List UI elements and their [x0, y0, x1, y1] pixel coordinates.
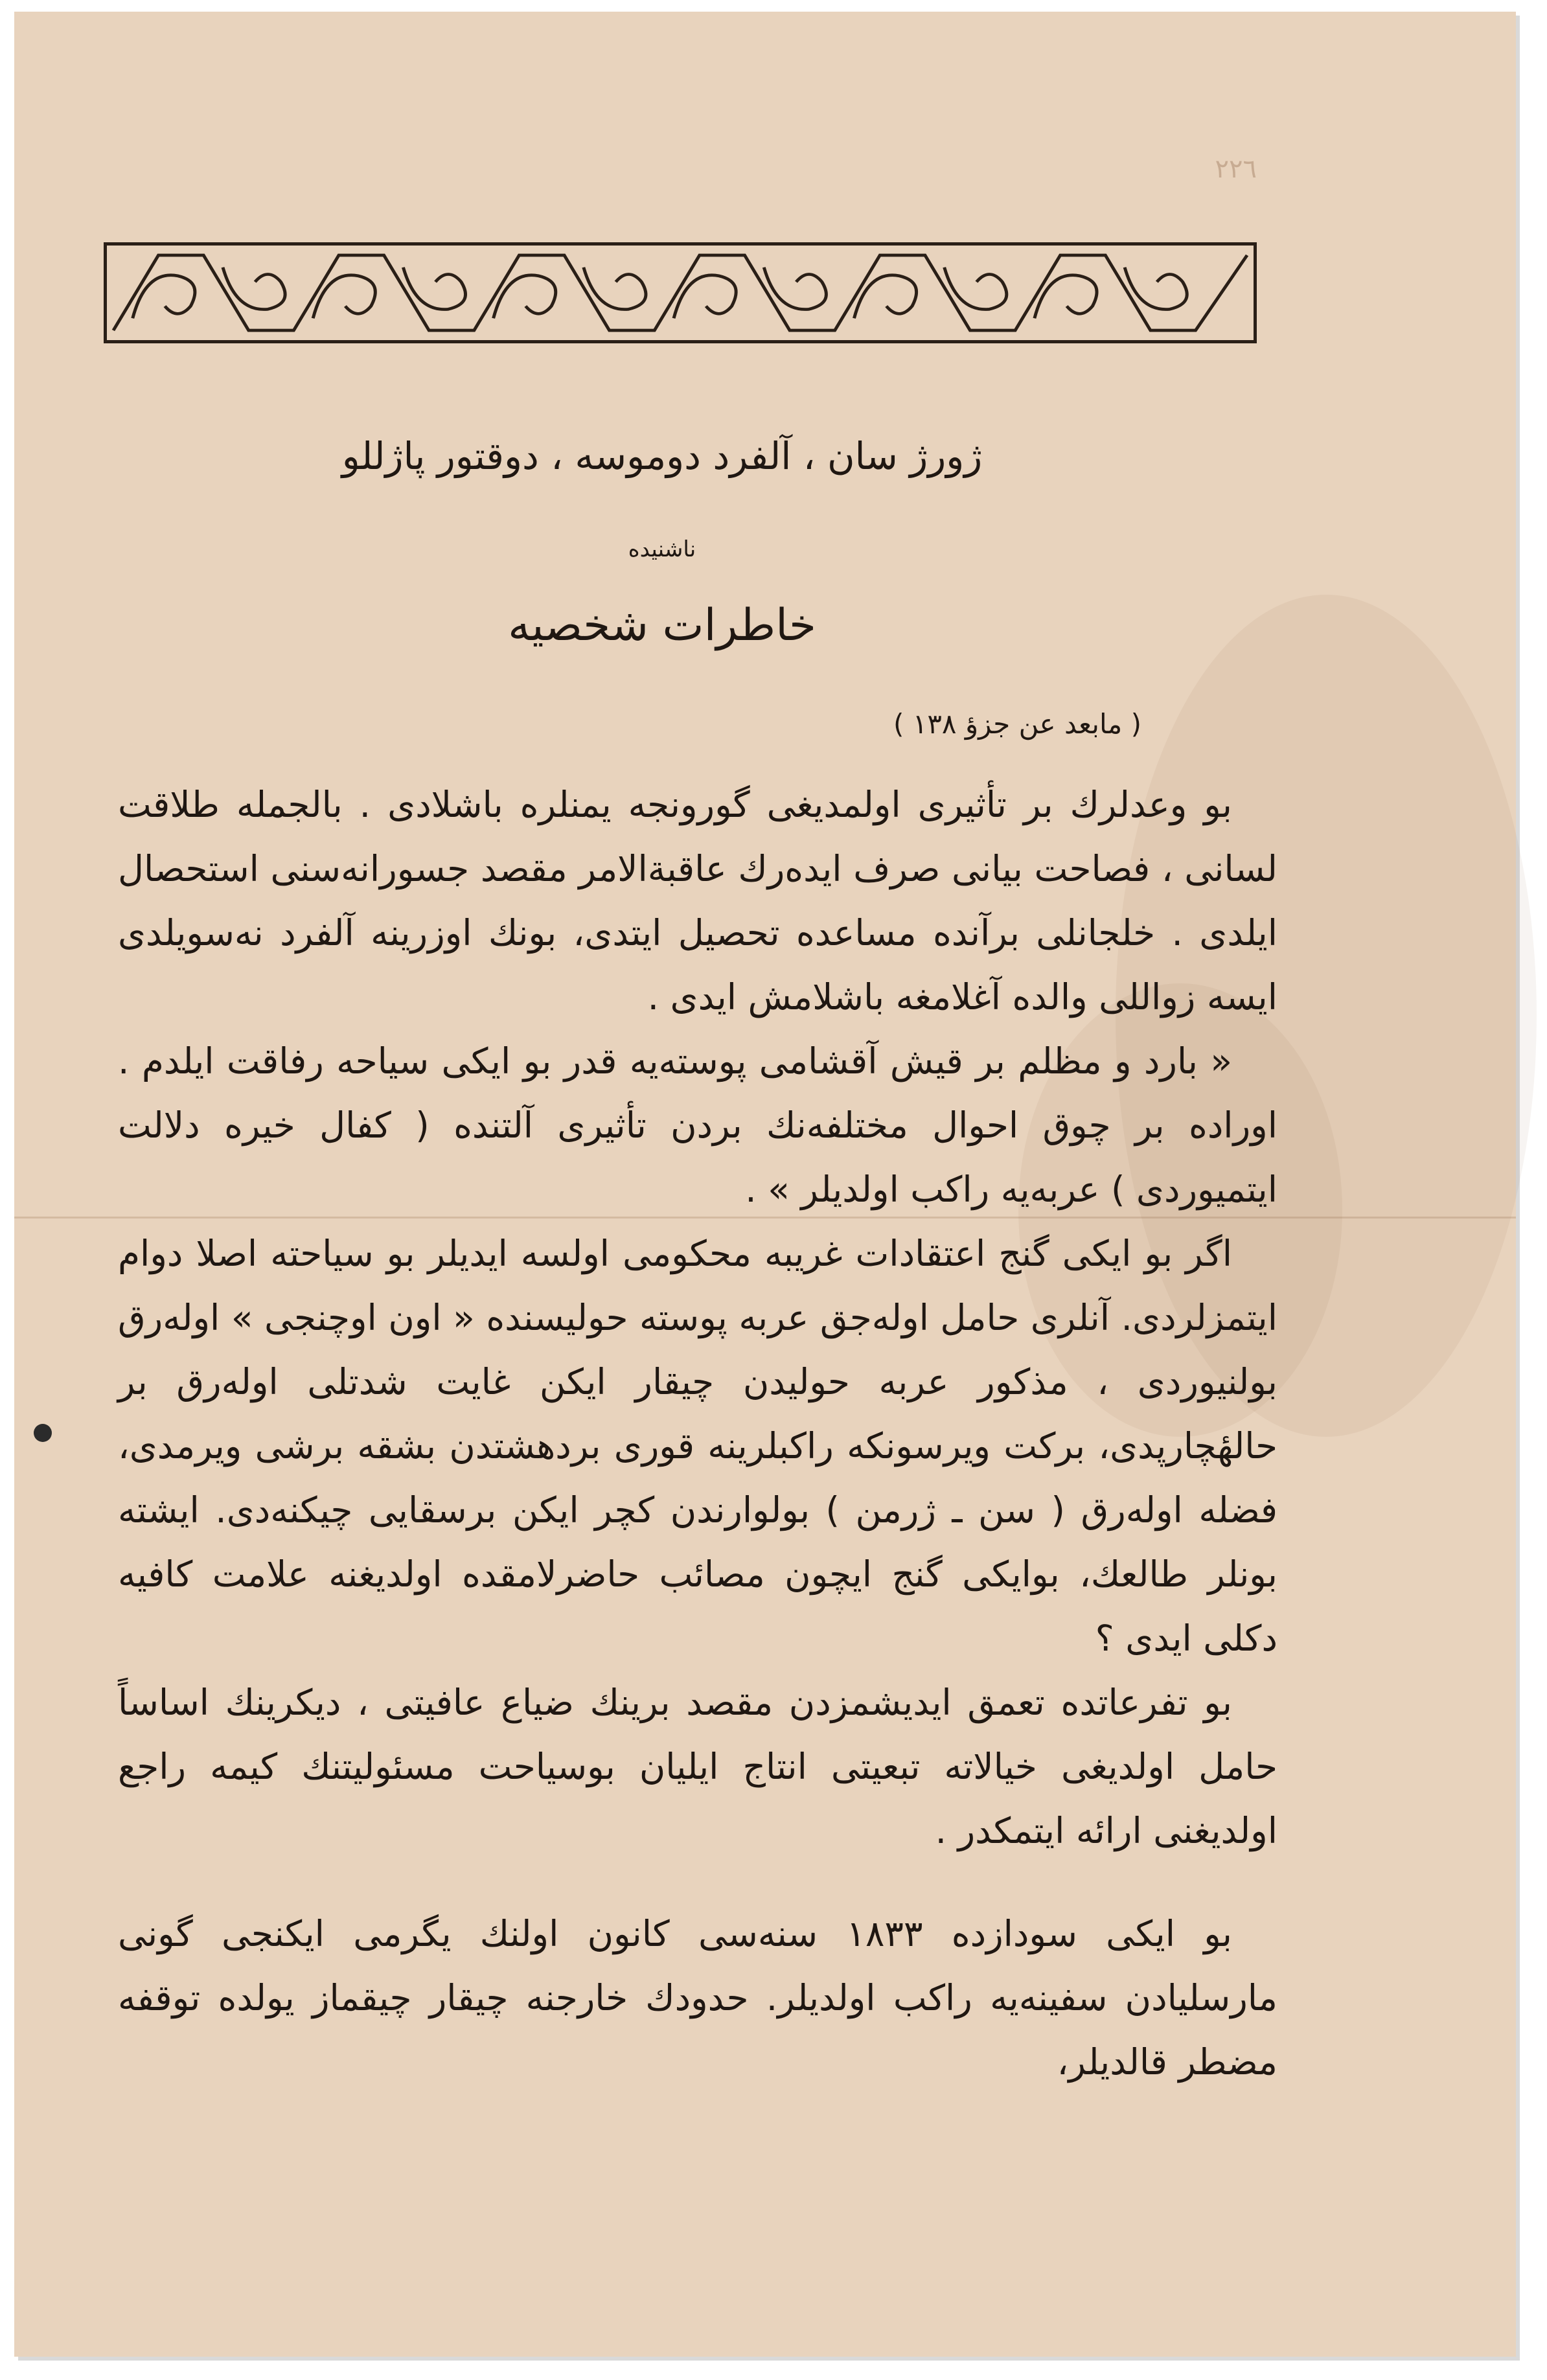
- paragraph: بو ایکی سودازده ۱۸۳۳ سنەسی کانون اولنك یگرمی ایکنجی گونی مارسلیادن سفینەیه راکب اولدیلر. حدودك خارجنه چیقار چیقماز یولده توقفه مضطر قالدیلر،: [118, 1913, 1278, 2083]
- body-text: [118, 773, 1278, 2094]
- page-number: ۲۲٦: [1215, 154, 1257, 184]
- title-subtitle: ناشنیده: [628, 536, 696, 562]
- paragraph: « بارد و مظلم بر قیش آقشامی پوستەیه قدر بو ایکی سیاحه رفاقت ایلدم . اورادە بر چوق احوال مختلفەنك بردن تأثیری آلتنده ( کفال خیره دلالت ایتمیوردی ) عربەیه راکب اولدیلر » .: [118, 1040, 1278, 1210]
- paragraph: اگر بو ایکی گنج اعتقادات غریبه محکومی اولسه ایدیلر بو سیاحته اصلا دوام ایتمزلردی. آنلری حامل اولەجق عربه پوسته حولیسنده « اون اوچنجی » اولەرق بولنیوردی ، مذکور عربه حولیدن چیقار ایکن غایت شدتلی اولەرق بر حالهٔچارپدی، برکت ویرسونکه راکبلرینه قوری بردهشتدن بشقه برشی ویرمدی، فضله اولەرق ( سن ـ ژرمن ) بولوارندن کچر ایکن برسقایی چیکنەدی. ایشته بونلر طالعك، بوایکی گنج ایچون مصائب حاضرلامقده اولدیغنه علامت کافیه دکلی ایدی ؟: [118, 1233, 1278, 1659]
- binding-hole: [34, 1424, 52, 1442]
- title-authors: ژورژ سان ، آلفرد دوموسه ، دوقتور پاژللو: [341, 434, 983, 478]
- main-title: خاطرات شخصیه: [508, 600, 816, 651]
- continuation-note: ( مابعد عن جزؤ ۱۳۸ ): [893, 708, 1141, 740]
- paragraph: بو وعدلرك بر تأثیری اولمدیغی گورونجه یمنلره باشلادی . بالجمله طلاقت لسانی ، فصاحت بیانی صرف ایدەرك عاقبةالامر مقصد جسورانەسنی استحصال ایلدی . خلجانلی برآنده مساعده تحصیل ایتدی، بونك اوزرینه آلفرد نەسویلدی ایسه زواللی والده آغلامغه باشلامش ایدی .: [118, 784, 1278, 1018]
- decorative-ornament-band: [104, 242, 1257, 343]
- document-page: [14, 12, 1516, 2357]
- paragraph: بو تفرعاتده تعمق ایدیشمزدن مقصد برینك ضیاع عافیتی ، دیکرینك اساساً حامل اولدیغی خیالاته تبعیتی انتاج ایلیان بوسیاحت مسئولیتنك کیمه راجع اولدیغنی ارائه ایتمکدر .: [118, 1682, 1278, 1851]
